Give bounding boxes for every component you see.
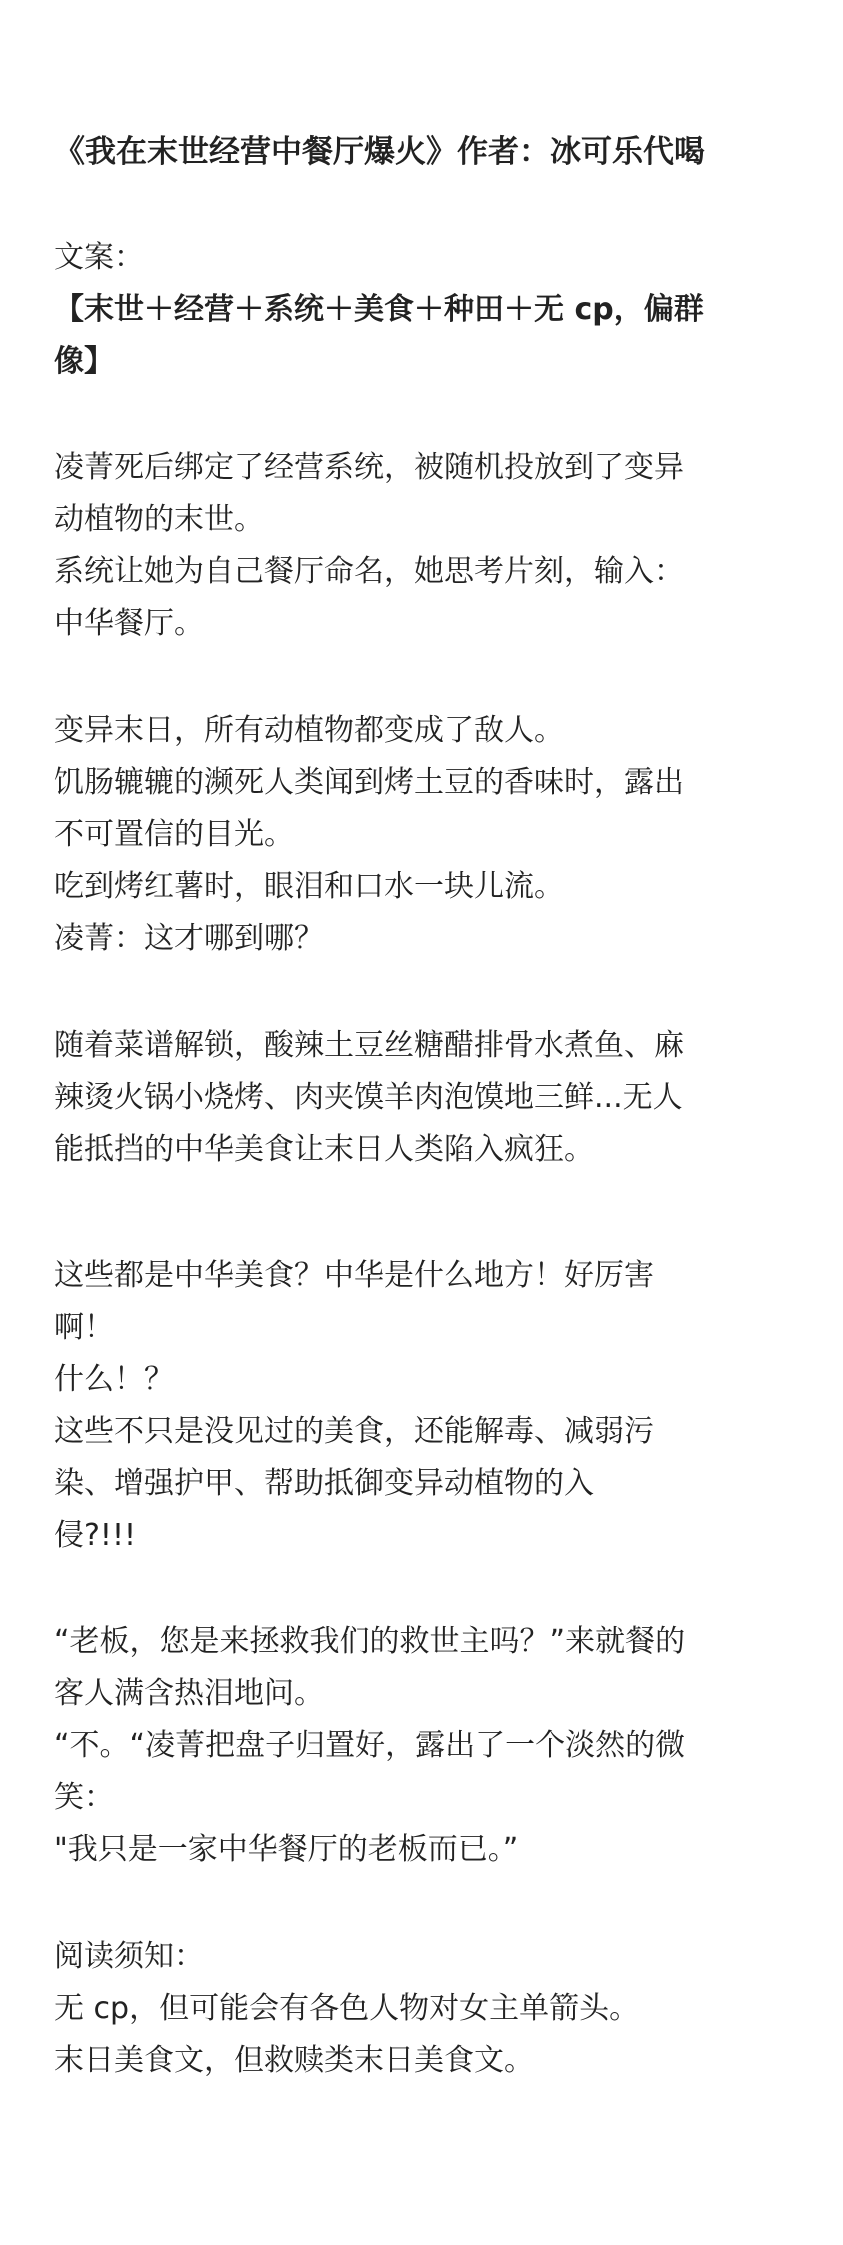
- novel-title: 《我在末世经营中餐厅爆火》作者：冰可乐代喝: [54, 134, 705, 170]
- story-line: 客人满含热泪地问。: [54, 1676, 324, 1711]
- reading-note: 无 cp，但可能会有各色人物对女主单箭头。: [54, 1991, 640, 2026]
- story-line: 随着菜谱解锁，酸辣土豆丝糖醋排骨水煮鱼、麻: [54, 1028, 684, 1063]
- reading-notes-label: 阅读须知：: [54, 1939, 204, 1974]
- intro-line: 中华餐厅。: [54, 606, 204, 641]
- blurb-label: 文案：: [54, 240, 144, 275]
- story-line: 笑：: [54, 1780, 114, 1815]
- story-line: 侵?!!!: [54, 1518, 137, 1553]
- story-line: 这些不只是没见过的美食，还能解毒、减弱污: [54, 1414, 654, 1449]
- story-line: 不可置信的目光。: [54, 817, 294, 852]
- genre-tags-line: 像】: [54, 344, 114, 379]
- intro-line: 动植物的末世。: [54, 502, 264, 537]
- intro-line: 系统让她为自己餐厅命名，她思考片刻，输入：: [54, 554, 684, 589]
- intro-line: 凌菁死后绑定了经营系统，被随机投放到了变异: [54, 450, 684, 485]
- reading-note: 末日美食文，但救赎类末日美食文。: [54, 2043, 534, 2078]
- story-line: 啊！: [54, 1310, 114, 1345]
- story-line: 能抵挡的中华美食让末日人类陷入疯狂。: [54, 1132, 594, 1167]
- story-line: “老板，您是来拯救我们的救世主吗？”来就餐的: [54, 1624, 686, 1659]
- story-line: "我只是一家中华餐厅的老板而已。”: [54, 1832, 519, 1867]
- story-line: 辣烫火锅小烧烤、肉夹馍羊肉泡馍地三鲜...无人: [54, 1080, 683, 1115]
- story-line: 吃到烤红薯时，眼泪和口水一块儿流。: [54, 869, 564, 904]
- story-line: 染、增强护甲、帮助抵御变异动植物的入: [54, 1466, 594, 1501]
- story-line: 凌菁：这才哪到哪？: [54, 921, 324, 956]
- story-line: 这些都是中华美食？中华是什么地方！好厉害: [54, 1258, 654, 1293]
- story-line: “不。“凌菁把盘子归置好，露出了一个淡然的微: [54, 1728, 686, 1763]
- story-line: 什么！？: [54, 1362, 174, 1397]
- genre-tags-line: 【末世＋经营＋系统＋美食＋种田＋无 cp，偏群: [54, 292, 704, 327]
- story-line: 变异末日，所有动植物都变成了敌人。: [54, 713, 564, 748]
- story-line: 饥肠辘辘的濒死人类闻到烤土豆的香味时，露出: [54, 765, 684, 800]
